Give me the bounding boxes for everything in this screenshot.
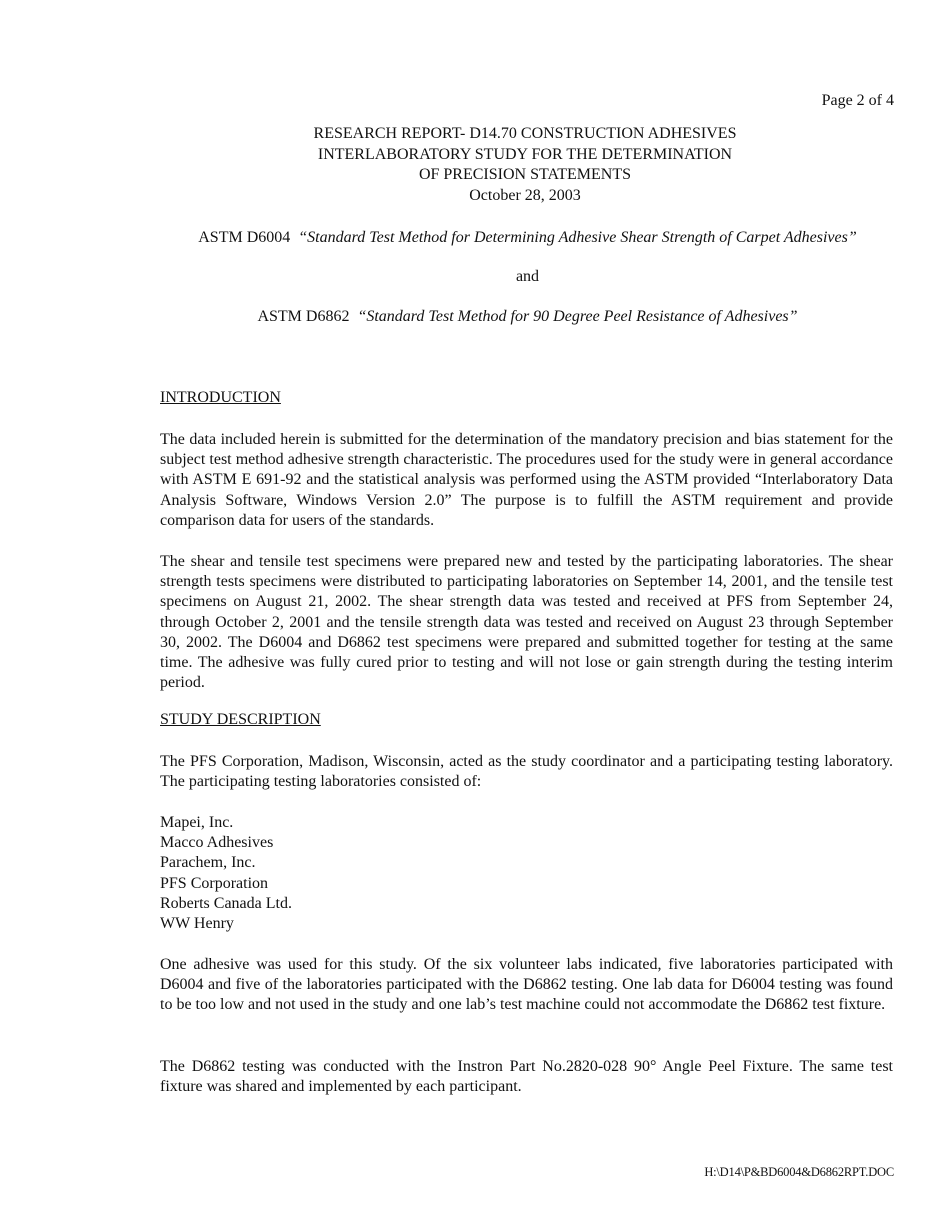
study-paragraph-fixture: The D6862 testing was conducted with the Instron Part No.2820-028 90° Angle Peel Fixture. The same test fixture was shared and implemented by each participant. (160, 1058, 893, 1096)
laboratory-item: Mapei, Inc. (160, 814, 234, 831)
introduction-heading: INTRODUCTION (160, 389, 281, 406)
and-text: and (515, 268, 540, 285)
title-line: INTERLABORATORY STUDY FOR THE DETERMINATION (317, 145, 733, 163)
standard-code: ASTM D6862 (257, 308, 350, 325)
standard-title: “Standard Test Method for Determining Adhesive Shear Strength of Carpet Adhesives” (298, 229, 857, 246)
standard-title: “Standard Test Method for 90 Degree Peel Resistance of Adhesives” (357, 308, 798, 325)
introduction-paragraph-2: The shear and tensile test specimens were prepared new and tested by the participating laboratories. The shear strength tests specimens were distributed to participating laboratories on September 14, 2001, and the tensile test specimens on August 21, 2002. The shear strength data was tested and received at PFS from September 24, through October 2, 2001 and the tensile strength data was tested and received on August 23 through September 30, 2002. The D6004 and D6862 test specimens were prepared and submitted together for testing at the same time. The adhesive was fully cured prior to testing and will not lose or gain strength during the testing interim period. (160, 553, 893, 692)
laboratory-item: Roberts Canada Ltd. (160, 894, 292, 912)
study-intro-paragraph: The PFS Corporation, Madison, Wisconsin, acted as the study coordinator and a participating testing laboratory. The participating testing laboratories consisted of: (160, 753, 893, 791)
title-line: RESEARCH REPORT- D14.70 CONSTRUCTION ADHESIVES (313, 125, 737, 142)
laboratory-item: Parachem, Inc. (160, 854, 256, 872)
footer-file-path: H:\D14\P&BD6004&D6862RPT.DOC (704, 1165, 894, 1179)
standard-code: ASTM D6004 (198, 229, 291, 246)
study-paragraph-adhesive: One adhesive was used for this study. Of the six volunteer labs indicated, five laboratories participated with D6004 and five of the laboratories participated with the D6862 testing. One lab data for D6004 testing was found to be too low and not used in the study and one lab’s test machine could not accommodate the D6862 test fixture. (160, 956, 893, 1014)
laboratory-item: WW Henry (160, 915, 234, 933)
standard-d6004 (0, 229, 950, 247)
laboratory-item: Macco Adhesives (160, 834, 274, 852)
standard-d6862 (0, 308, 950, 326)
title-line: OF PRECISION STATEMENTS (418, 166, 632, 183)
report-title (0, 124, 950, 206)
laboratory-list (160, 813, 292, 934)
introduction-paragraph-1: The data included herein is submitted for the determination of the mandatory precision and bias statement for the subject test method adhesive strength characteristic. The procedures used for the study were in general accordance with ASTM E 691-92 and the statistical analysis was performed using the ASTM provided “Interlaboratory Data Analysis Software, Windows Version 2.0” The purpose is to fulfill the ASTM requirement and provide comparison data for users of the standards. (160, 431, 893, 529)
page-number: Page 2 of 4 (821, 92, 894, 109)
study-description-heading: STUDY DESCRIPTION (160, 711, 321, 728)
report-date: October 28, 2003 (469, 186, 581, 204)
laboratory-item: PFS Corporation (160, 874, 269, 892)
